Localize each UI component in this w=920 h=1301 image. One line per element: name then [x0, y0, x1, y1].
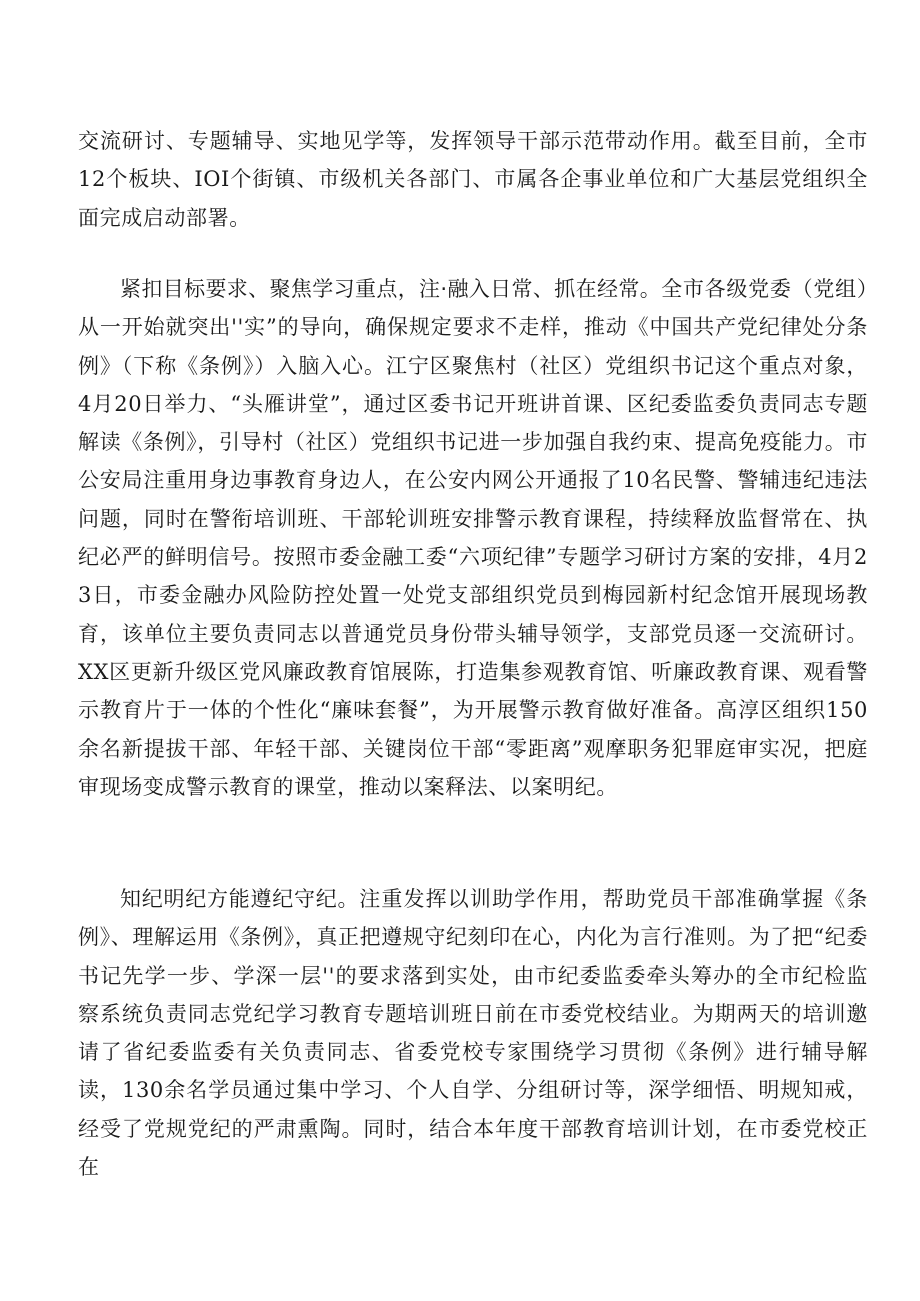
paragraph-2-lead: 紧扣目标要求、聚焦学习重点，注·融入日常、抓在经常。: [120, 277, 662, 301]
paragraph-3: [78, 880, 868, 1186]
paragraph-1: [78, 122, 868, 237]
paragraph-1-body: 交流研讨、专题辅导、实地见学等，发挥领导干部示范带动作用。截至目前，全市12个板块、IOI个街镇、市级机关各部门、市属各企事业单位和广大基层党组织全面完成启动部署。: [78, 129, 868, 230]
paragraph-2: [78, 270, 868, 806]
paragraph-2-body: 全市各级党委（党组）从一开始就突出''实”的导向，确保规定要求不走样，推动《中国共产党纪律处分条例》（下称《条例》）入脑入心。江宁区聚焦村（社区）党组织书记这个重点对象，4月20日举力、“头雁讲堂”，通过区委书记开班讲首课、区纪委监委负责同志专题解读《条例》，引导村（社区）党组织书记进一步加强自我约束、提高免疫能力。市公安局注重用身边事教育身边人，在公安内网公开通报了10名民警、警辅违纪违法问题，同时在警衔培训班、干部轮训班安排警示教育课程，持续释放监督常在、执纪必严的鲜明信号。按照市委金融工委“六项纪律”专题学习研讨方案的安排，4月23日，市委金融办风险防控处置一处党支部组织党员到梅园新村纪念馆开展现场教育，该单位主要负责同志以普通党员身份带头辅导领学，支部党员逐一交流研讨。XX区更新升级区党风廉政教育馆展陈，打造集参观教育馆、听廉政教育课、观看警示教育片于一体的个性化“廉味套餐”，为开展警示教育做好准备。高淳区组织150余名新提拔干部、年轻干部、关键岗位干部“零距离”观摩职务犯罪庭审实况，把庭审现场变成警示教育的课堂，推动以案释法、以案明纪。: [78, 277, 869, 799]
paragraph-3-body: 注重发挥以训助学作用，帮助党员干部准确掌握《条例》、理解运用《条例》，真正把遵规守纪刻印在心，内化为言行准则。为了把“纪委书记先学一步、学深一层''的要求落到实处，由市纪委监委牵头筹办的全市纪检监察系统负责同志党纪学习教育专题培训班日前在市委党校结业。为期两天的培训邀请了省纪委监委有关负责同志、省委党校专家围绕学习贯彻《条例》进行辅导解读，130余名学员通过集中学习、个人自学、分组研讨等，深学细悟、明规知戒，经受了党规党纪的严肃熏陶。同时，结合本年度干部教育培训计划，在市委党校正在: [78, 887, 868, 1180]
paragraph-3-lead: 知纪明纪方能遵纪守纪。: [120, 887, 360, 911]
